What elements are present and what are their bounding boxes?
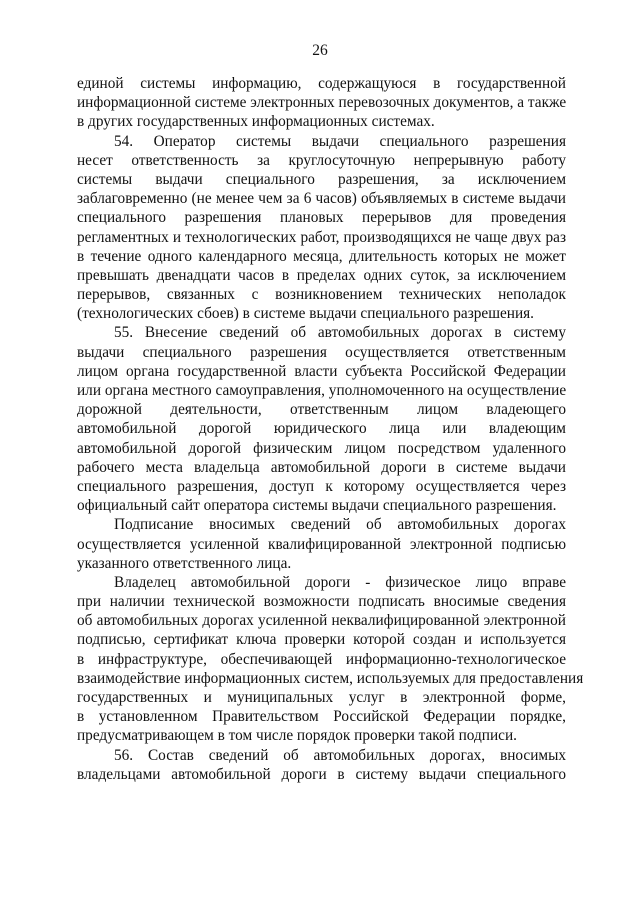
text-line: подписью, сертификат ключа проверки которой создан и используется [77, 631, 566, 649]
text-line: об автомобильных дорогах усиленной неквалифицированной электронной [77, 612, 566, 630]
paragraph [77, 573, 584, 746]
text-line: при наличии технической возможности подписать вносимые сведения [77, 593, 566, 611]
text-line: регламентных и технологических работ, производящихся не чаще двух раз [77, 228, 566, 246]
text-line: в установленном Правительством Российской Федерации порядке, [77, 708, 566, 726]
text-line: несет ответственность за круглосуточную непрерывную работу [77, 151, 566, 169]
text-line: перерывов, связанных с возникновением технических неполадок [77, 286, 566, 304]
paragraph [77, 515, 566, 573]
paragraph [77, 323, 566, 515]
text-line: дорожной деятельности, ответственным лицом владеющего [77, 401, 566, 419]
text-line: превышать двенадцати часов в пределах одних суток, за исключением [77, 266, 566, 284]
page-number: 26 [312, 42, 328, 59]
text-line: Владелец автомобильной дороги - физическое лицо вправе [114, 573, 566, 591]
text-line: (технологических сбоев) в системе выдачи специального разрешения. [77, 305, 534, 323]
paragraph [77, 746, 566, 784]
text-line: официальный сайт оператора системы выдачи специального разрешения. [77, 497, 557, 515]
text-line: в других государственных информационных системах. [77, 113, 435, 131]
text-line: специального разрешения, доступ к которому осуществляется через [77, 477, 566, 495]
text-line: специального разрешения плановых перерывов для проведения [77, 209, 566, 227]
text-line: Подписание вносимых сведений об автомобильных дорогах [114, 516, 566, 534]
paragraph [77, 74, 566, 132]
paragraph [77, 132, 566, 324]
text-line: автомобильной дорогой физическим лицом посредством удаленного [77, 439, 566, 457]
text-line: в инфраструктуре, обеспечивающей информационно-технологическое [77, 650, 566, 668]
text-line: единой системы информацию, содержащуюся в государственной [77, 75, 566, 92]
text-line: информационной системе электронных перевозочных документов, а также [77, 94, 567, 112]
text-line: выдачи специального разрешения осуществляется ответственным [77, 343, 566, 361]
text-line: рабочего места владельца автомобильной дороги в системе выдачи [77, 458, 566, 476]
text-line: владельцами автомобильной дороги в систему выдачи специального [77, 765, 566, 783]
document-body [77, 74, 584, 784]
text-line: 54. Оператор системы выдачи специального разрешения [114, 132, 566, 150]
text-line: осуществляется усиленной квалифицированной электронной подписью [77, 535, 566, 553]
text-line: указанного ответственного лица. [77, 554, 292, 572]
text-line: в течение одного календарного месяца, длительность которых не может [77, 247, 566, 265]
text-line: или органа местного самоуправления, уполномоченного на осуществление [77, 382, 567, 399]
text-line: предусматривающем в том числе порядок проверки такой подписи. [77, 727, 517, 745]
text-line: заблаговременно (не менее чем за 6 часов) объявляемых в системе выдачи [77, 190, 566, 208]
text-line: государственных и муниципальных услуг в электронной форме, [77, 689, 566, 706]
text-line: лицом органа государственной власти субъекта Российской Федерации [77, 362, 566, 380]
text-line: автомобильной дорогой юридического лица или владеющим [77, 420, 566, 438]
text-line: системы выдачи специального разрешения, за исключением [77, 170, 566, 188]
text-line: 55. Внесение сведений об автомобильных дорогах в систему [114, 324, 566, 342]
text-line: взаимодействие информационных систем, используемых для предоставления [77, 669, 584, 687]
text-line: 56. Состав сведений об автомобильных дорогах, вносимых [114, 746, 566, 764]
